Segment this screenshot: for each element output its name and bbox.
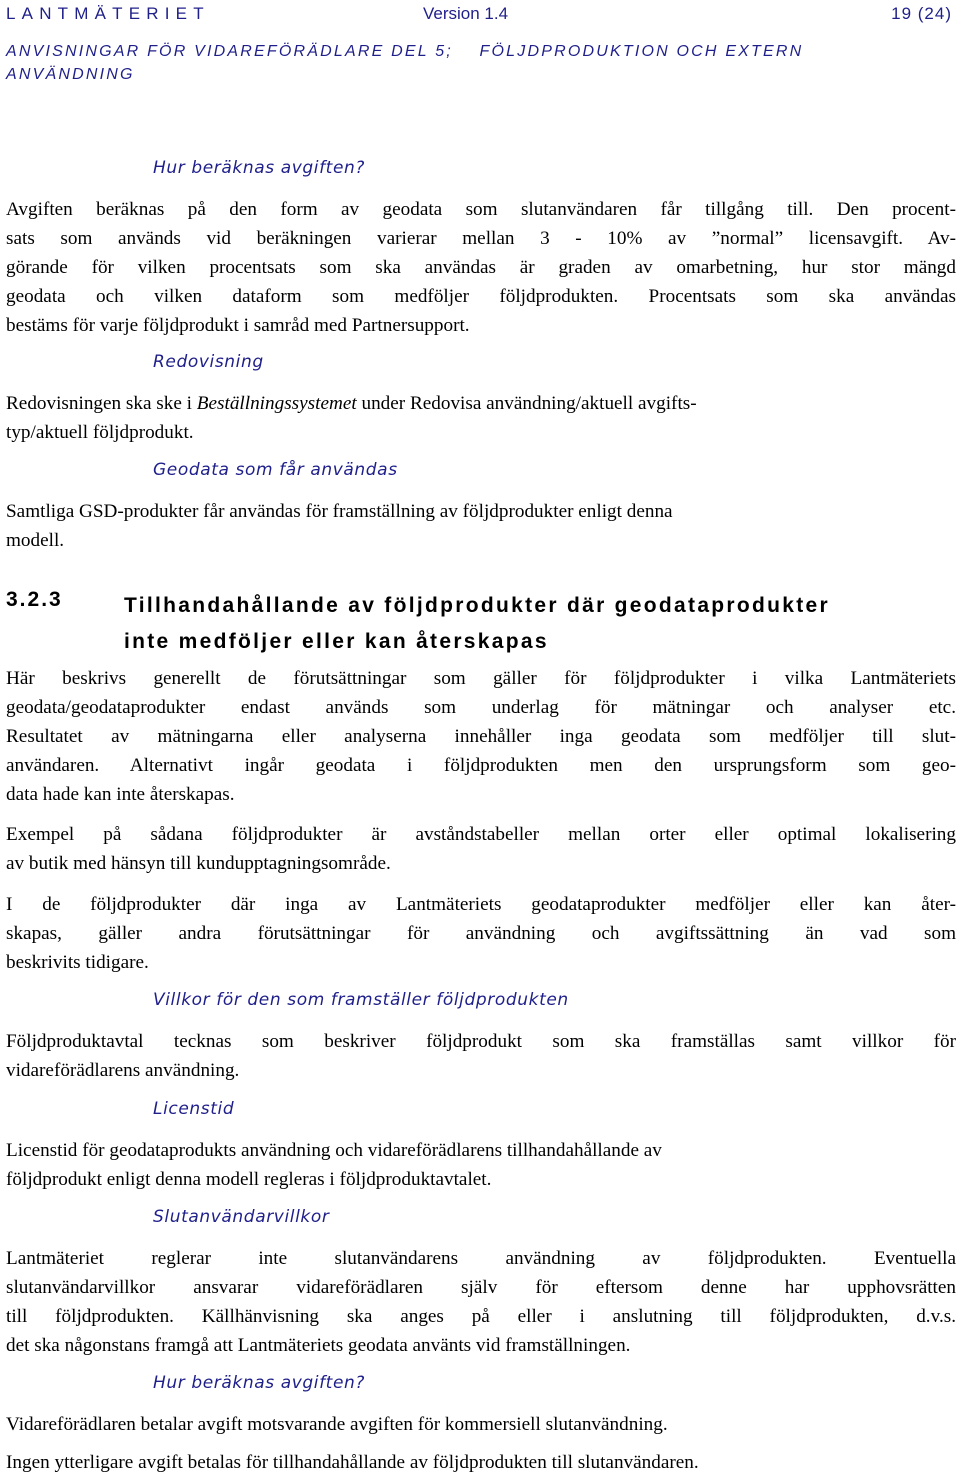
- text-line: sats som används vid beräkningen varierar mellan 3 - 10% av ”normal” licensavgift. Av-: [6, 228, 956, 249]
- text-line: data hade kan inte återskapas.: [6, 784, 235, 805]
- text-line: användaren. Alternativt ingår geodata i följdprodukten men den ursprungsform som geo-: [6, 755, 956, 776]
- text-line: I de följdprodukter där inga av Lantmäteriets geodataprodukter medföljer eller kan åter-: [6, 894, 956, 915]
- paragraph-examples: [6, 820, 956, 878]
- paragraph-end-user-terms: [6, 1244, 956, 1360]
- text-line: Här beskrivs generellt de förutsättningar som gäller för följdprodukter i vilka Lantmäteriets: [6, 668, 956, 689]
- text-line: Avgiften beräknas på den form av geodata som slutanvändaren får tillgång till. Den procent-: [6, 199, 956, 220]
- section-title: [124, 588, 954, 660]
- subheading-license-period: Licenstid: [153, 1099, 235, 1119]
- text-line: av butik med hänsyn till kundupptagningsområde.: [6, 853, 391, 874]
- text-line: till följdprodukten. Källhänvisning ska anges på eller i anslutning till följdprodukten, d.v.s.: [6, 1306, 956, 1327]
- subheading-fee-calculation-2: Hur beräknas avgiften?: [153, 1373, 366, 1393]
- section-title-line: Tillhandahållande av följdprodukter där geodataprodukter: [124, 594, 831, 617]
- header-title-line: ANVISNINGAR FÖR VIDAREFÖRÄDLARE DEL 5; FÖLJDPRODUKTION OCH EXTERN: [6, 43, 804, 60]
- header-organization: LANTMÄTERIET: [6, 4, 210, 23]
- text-run: Redovisningen ska ske i: [6, 393, 197, 414]
- text-line: Vidareförädlaren betalar avgift motsvarande avgiften för kommersiell slutanvändning.: [6, 1414, 668, 1435]
- paragraph-producer-terms: [6, 1027, 956, 1085]
- text-line: Lantmäteriet reglerar inte slutanvändarens användning av följdprodukten. Eventuella: [6, 1248, 956, 1269]
- text-line: modell.: [6, 530, 65, 551]
- text-line: typ/aktuell följdprodukt.: [6, 422, 194, 443]
- header-title-line: ANVÄNDNING: [6, 66, 135, 83]
- paragraph-license-period: [6, 1136, 956, 1194]
- text-line: Samtliga GSD-produkter får användas för framställning av följdprodukter enligt denna: [6, 501, 673, 522]
- text-line: geodata/geodataprodukter endast används som underlag för mätningar och analyser etc.: [6, 697, 956, 718]
- text-line: Exempel på sådana följdprodukter är avståndstabeller mellan orter eller optimal lokalisering: [6, 824, 956, 845]
- text-line: geodata och vilken dataform som medföljer följdprodukten. Procentsats som ska användas: [6, 286, 956, 307]
- paragraph-reporting: [6, 389, 956, 447]
- text-line: Ingen ytterligare avgift betalas för tillhandahållande av följdprodukten till slutanvändaren.: [6, 1452, 699, 1473]
- text-line: [6, 389, 956, 418]
- header-version: Version 1.4: [423, 4, 509, 23]
- text-line: följdprodukt enligt denna modell regleras i följdproduktavtalet.: [6, 1169, 492, 1190]
- text-line: görande för vilken procentsats som ska användas är graden av omarbetning, hur stor mängd: [6, 257, 956, 278]
- text-line: det ska någonstans framgå att Lantmäteriets geodata använts vid framställningen.: [6, 1335, 631, 1356]
- text-line: bestäms för varje följdprodukt i samråd med Partnersupport.: [6, 315, 470, 336]
- subheading-end-user-terms: Slutanvändarvillkor: [153, 1207, 330, 1227]
- paragraph-no-extra-fee: [6, 1448, 956, 1477]
- text-line: Resultatet av mätningarna eller analyserna innehåller inga geodata som medföljer till slut-: [6, 726, 956, 747]
- text-line: skapas, gäller andra förutsättningar för användning och avgiftssättning än vad som: [6, 923, 956, 944]
- header-page-number: 19 (24): [891, 4, 952, 23]
- text-line: beskrivits tidigare.: [6, 952, 149, 973]
- text-line: vidareförädlarens användning.: [6, 1060, 240, 1081]
- paragraph-permitted-geodata: [6, 497, 956, 555]
- header-document-title: [6, 40, 906, 86]
- paragraph-fee-calculation: [6, 195, 956, 340]
- section-title-line: inte medföljer eller kan återskapas: [124, 630, 549, 653]
- text-run: under Redovisa användning/aktuell avgifts-: [356, 393, 697, 414]
- text-line: Licenstid för geodataprodukts användning och vidareförädlarens tillhandahållande av: [6, 1140, 662, 1161]
- subheading-fee-calculation: Hur beräknas avgiften?: [153, 158, 366, 178]
- text-line: slutanvändarvillkor ansvarar vidareförädlaren själv för eftersom denne har upphovsrätten: [6, 1277, 956, 1298]
- subheading-permitted-geodata: Geodata som får användas: [153, 460, 398, 480]
- paragraph-section-intro: [6, 664, 956, 809]
- ordering-system-name: Beställningssystemet: [196, 393, 357, 414]
- section-number: 3.2.3: [6, 588, 63, 611]
- paragraph-other-conditions: [6, 890, 956, 977]
- subheading-producer-terms: Villkor för den som framställer följdprodukten: [153, 990, 569, 1010]
- paragraph-fee-payment: [6, 1410, 956, 1439]
- subheading-reporting: Redovisning: [153, 352, 264, 372]
- text-line: Följdproduktavtal tecknas som beskriver följdprodukt som ska framställas samt villkor för: [6, 1031, 956, 1052]
